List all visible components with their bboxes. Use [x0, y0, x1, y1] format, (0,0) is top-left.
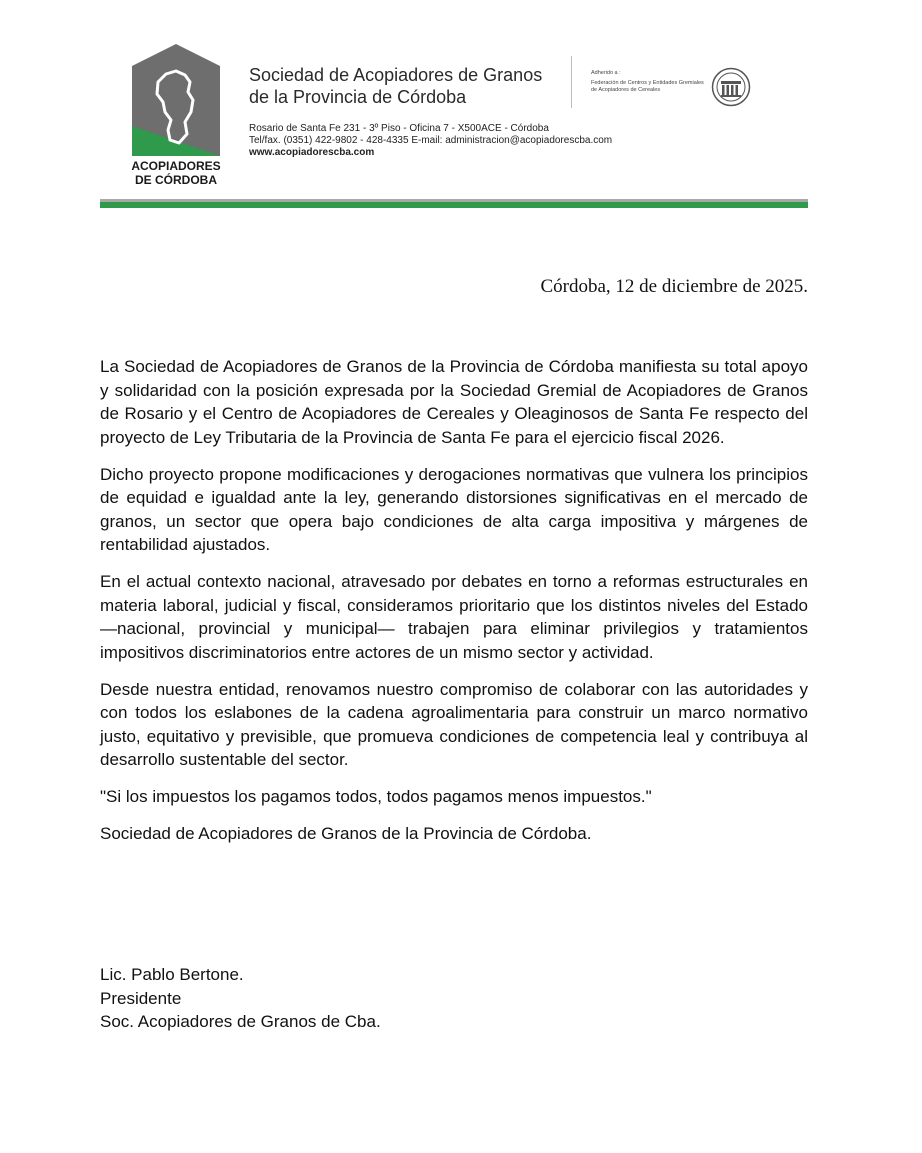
website-link[interactable]: www.acopiadorescba.com: [249, 147, 375, 158]
signer-name: Lic. Pablo Bertone.: [100, 965, 244, 984]
federation-name-line: de Acopiadores de Cereales: [591, 87, 661, 93]
org-name-line: de la Provincia de Córdoba: [249, 87, 467, 107]
org-logo: [130, 44, 222, 187]
closing: Sociedad de Acopiadores de Granos de la Provincia de Córdoba.: [100, 824, 592, 843]
header-rule-green: [100, 202, 808, 208]
logo-text: [130, 159, 222, 187]
header-divider: [571, 56, 572, 108]
cordoba-province-logo-icon: [132, 44, 220, 156]
signature-block: [100, 963, 381, 1034]
paragraph: En el actual contexto nacional, atravesado por debates en torno a reformas estructurales en materia laboral, judicial y fiscal, consideramos prioritario que los distintos niveles del Estado —nacional, provincial y municipal— trabajen para eliminar privilegios y tratamientos impositivos discriminatorios entre actores de un mismo sector y actividad.: [100, 572, 808, 662]
federation-label: Adherido a :: [591, 70, 621, 76]
logo-text-line: ACOPIADORES: [131, 159, 221, 173]
address-line: Rosario de Santa Fe 231 - 3º Piso - Oficina 7 - X500ACE - Córdoba: [249, 123, 549, 134]
paragraph: La Sociedad de Acopiadores de Granos de la Provincia de Córdoba manifiesta su total apoyo y solidaridad con la posición expresada por la Sociedad Gremial de Acopiadores de Granos de Rosario y el Centro de Acopiadores de Cereales y Oleaginosos de Santa Fe respecto del proyecto de Ley Tributaria de la Provincia de Santa Fe para el ejercicio fiscal 2026.: [100, 357, 808, 447]
paragraph: Dicho proyecto propone modificaciones y derogaciones normativas que vulnera los principios de equidad e igualdad ante la ley, generando distorsiones significativas en el mercado de granos, un sector que opera bajo condiciones de alta carga impositiva y márgenes de rentabilidad ajustados.: [100, 464, 808, 554]
federation-seal-icon: [711, 67, 751, 107]
signer-title: Presidente: [100, 988, 182, 1008]
federation-note: [591, 70, 713, 94]
org-name: [249, 64, 542, 108]
federation-name-line: Federación de Centros y Entidades Gremiales: [591, 80, 704, 86]
phone-email-line: Tel/fax. (0351) 422-9802 - 428-4335 E-mail: administracion@acopiadorescba.com: [249, 135, 613, 146]
logo-text-line: DE CÓRDOBA: [134, 173, 217, 187]
org-name-line: Sociedad de Acopiadores de Granos: [249, 65, 543, 85]
signer-organization: Soc. Acopiadores de Granos de Cba.: [100, 1012, 381, 1031]
quote: "Si los impuestos los pagamos todos, todos pagamos menos impuestos.": [100, 787, 652, 806]
letter-body: [100, 355, 808, 859]
letter-date: Córdoba, 12 de diciembre de 2025.: [540, 276, 808, 297]
contact-info: [249, 123, 612, 159]
paragraph: Desde nuestra entidad, renovamos nuestro compromiso de colaborar con las autoridades y con todos los eslabones de la cadena agroalimentaria para construir un marco normativo justo, equitativo y previsible, que promueva condiciones de competencia leal y contribuya al desarrollo sustentable del sector.: [100, 679, 808, 769]
